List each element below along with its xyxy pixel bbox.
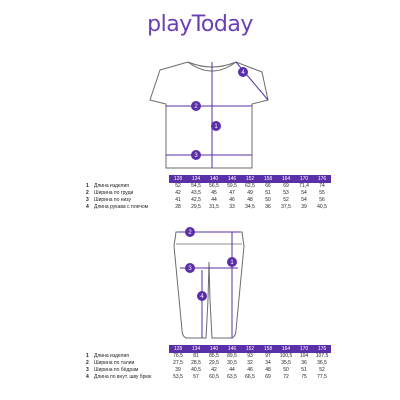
measurement-value: 63,5 — [227, 374, 237, 380]
measurement-value: 69 — [283, 183, 289, 189]
measurement-name: Ширина по талии — [94, 360, 135, 366]
measurement-value: 52 — [175, 183, 181, 189]
measurement-value: 54,5 — [191, 183, 201, 189]
measurement-value: 59,5 — [227, 183, 237, 189]
measurement-name: Длина по внут. шву брюк — [94, 374, 152, 380]
measurement-value: 55 — [319, 190, 325, 196]
measurement-value: 34 — [265, 360, 271, 366]
measurement-name: Ширина по бёдрам — [94, 367, 139, 373]
measurement-value: 53 — [283, 190, 289, 196]
measurement-name: Длина изделия — [94, 183, 129, 189]
measurement-value: 31,5 — [209, 204, 219, 210]
size-col: 158 — [259, 345, 277, 353]
measurement-name: Длина рукава с плечом — [94, 204, 149, 210]
size-col: 152 — [241, 345, 259, 353]
table-row — [86, 353, 331, 360]
size-col: 170 — [295, 175, 313, 183]
measurement-value: 48 — [247, 197, 253, 203]
row-number: 3 — [86, 197, 89, 203]
measurement-value: 28,5 — [191, 360, 201, 366]
measurement-value: 45 — [211, 190, 217, 196]
measurement-value: 93 — [247, 353, 253, 359]
measurement-value: 49 — [247, 190, 253, 196]
size-col: 128 — [169, 175, 187, 183]
measurement-value: 56 — [319, 197, 325, 203]
measurement-value: 42 — [211, 367, 217, 373]
size-col: 140 — [205, 175, 223, 183]
measurement-value: 35,5 — [281, 360, 291, 366]
measurement-value: 74 — [319, 183, 325, 189]
measurement-name: Ширина по груди — [94, 190, 134, 196]
measurement-value: 46 — [229, 197, 235, 203]
svg-text:1: 1 — [214, 124, 218, 130]
measurement-value: 50 — [283, 367, 289, 373]
measurement-value: 46 — [247, 367, 253, 373]
size-col: 158 — [259, 175, 277, 183]
measurement-value: 52 — [319, 367, 325, 373]
measurement-value: 33 — [229, 204, 235, 210]
measurement-name: Длина изделия — [94, 353, 129, 359]
measurement-value: 40,5 — [191, 367, 201, 373]
row-number: 1 — [86, 353, 89, 359]
measurement-value: 56,5 — [209, 183, 219, 189]
measurement-value: 42 — [175, 190, 181, 196]
measurement-value: 60,5 — [209, 374, 219, 380]
measurement-value: 32 — [247, 360, 253, 366]
measurement-value: 66,5 — [245, 374, 255, 380]
size-col: 176 — [313, 345, 331, 353]
size-col: 146 — [223, 345, 241, 353]
measurement-value: 52 — [283, 197, 289, 203]
measurement-value: 41 — [175, 197, 181, 203]
measurement-value: 72 — [283, 374, 289, 380]
measurement-value: 71,4 — [299, 183, 309, 189]
measurement-value: 107,5 — [315, 353, 329, 359]
row-number: 4 — [86, 204, 89, 210]
measurement-value: 36,5 — [317, 360, 327, 366]
measurement-value: 81 — [193, 353, 199, 359]
brand-logo: playToday — [147, 12, 253, 37]
measurement-value: 27,5 — [173, 360, 183, 366]
measurement-value: 44 — [211, 197, 217, 203]
size-col: 152 — [241, 175, 259, 183]
size-col: 140 — [205, 345, 223, 353]
measurement-value: 36 — [301, 360, 307, 366]
size-col: 134 — [187, 175, 205, 183]
measurement-value: 28 — [175, 204, 181, 210]
measurement-value: 50 — [265, 197, 271, 203]
svg-text:4: 4 — [200, 294, 204, 300]
measurement-value: 62,5 — [245, 183, 255, 189]
table-row — [86, 374, 331, 381]
size-col: 164 — [277, 175, 295, 183]
row-number: 4 — [86, 374, 89, 380]
measurement-value: 69 — [265, 374, 271, 380]
measurement-value: 89,5 — [227, 353, 237, 359]
measurement-value: 34,5 — [245, 204, 255, 210]
measurement-value: 53,5 — [173, 374, 183, 380]
measurement-value: 39 — [301, 204, 307, 210]
size-col: 164 — [277, 345, 295, 353]
table-row — [86, 360, 331, 367]
measurement-value: 42,5 — [191, 197, 201, 203]
measurement-value: 97 — [265, 353, 271, 359]
measurement-value: 29,5 — [209, 360, 219, 366]
size-col: 128 — [169, 345, 187, 353]
measurement-value: 37,5 — [281, 204, 291, 210]
measurement-value: 85,5 — [209, 353, 219, 359]
row-number: 3 — [86, 367, 89, 373]
svg-text:3: 3 — [188, 266, 192, 272]
measurement-value: 54 — [301, 190, 307, 196]
size-col: 146 — [223, 175, 241, 183]
measurement-value: 77,5 — [317, 374, 327, 380]
measurement-value: 100,5 — [279, 353, 293, 359]
measurement-value: 75 — [301, 374, 307, 380]
measurement-value: 51 — [301, 367, 307, 373]
measurement-value: 76,5 — [173, 353, 183, 359]
measurement-value: 48 — [265, 367, 271, 373]
row-number: 2 — [86, 190, 89, 196]
measurement-value: 104 — [299, 353, 309, 359]
svg-text:1: 1 — [230, 260, 234, 266]
pants-size-table — [86, 345, 331, 381]
measurement-value: 51 — [265, 190, 271, 196]
measurement-value: 66 — [265, 183, 271, 189]
measurement-name: Ширина по низу — [94, 197, 132, 203]
measurement-value: 43,5 — [191, 190, 201, 196]
measurement-value: 30,5 — [227, 360, 237, 366]
row-number: 1 — [86, 183, 89, 189]
svg-text:3: 3 — [194, 153, 198, 159]
size-col: 170 — [295, 345, 313, 353]
svg-text:2: 2 — [194, 104, 198, 110]
measurement-value: 39 — [175, 367, 181, 373]
size-col: 134 — [187, 345, 205, 353]
measurement-value: 40,5 — [317, 204, 327, 210]
row-number: 2 — [86, 360, 89, 366]
measurement-value: 47 — [229, 190, 235, 196]
size-col: 176 — [313, 175, 331, 183]
svg-text:4: 4 — [241, 70, 245, 76]
measurement-value: 36 — [265, 204, 271, 210]
measurement-value: 54 — [301, 197, 307, 203]
measurement-value: 44 — [229, 367, 235, 373]
table-row — [86, 367, 331, 374]
measurement-value: 29,5 — [191, 204, 201, 210]
measurement-value: 57 — [193, 374, 199, 380]
svg-text:2: 2 — [188, 230, 192, 236]
